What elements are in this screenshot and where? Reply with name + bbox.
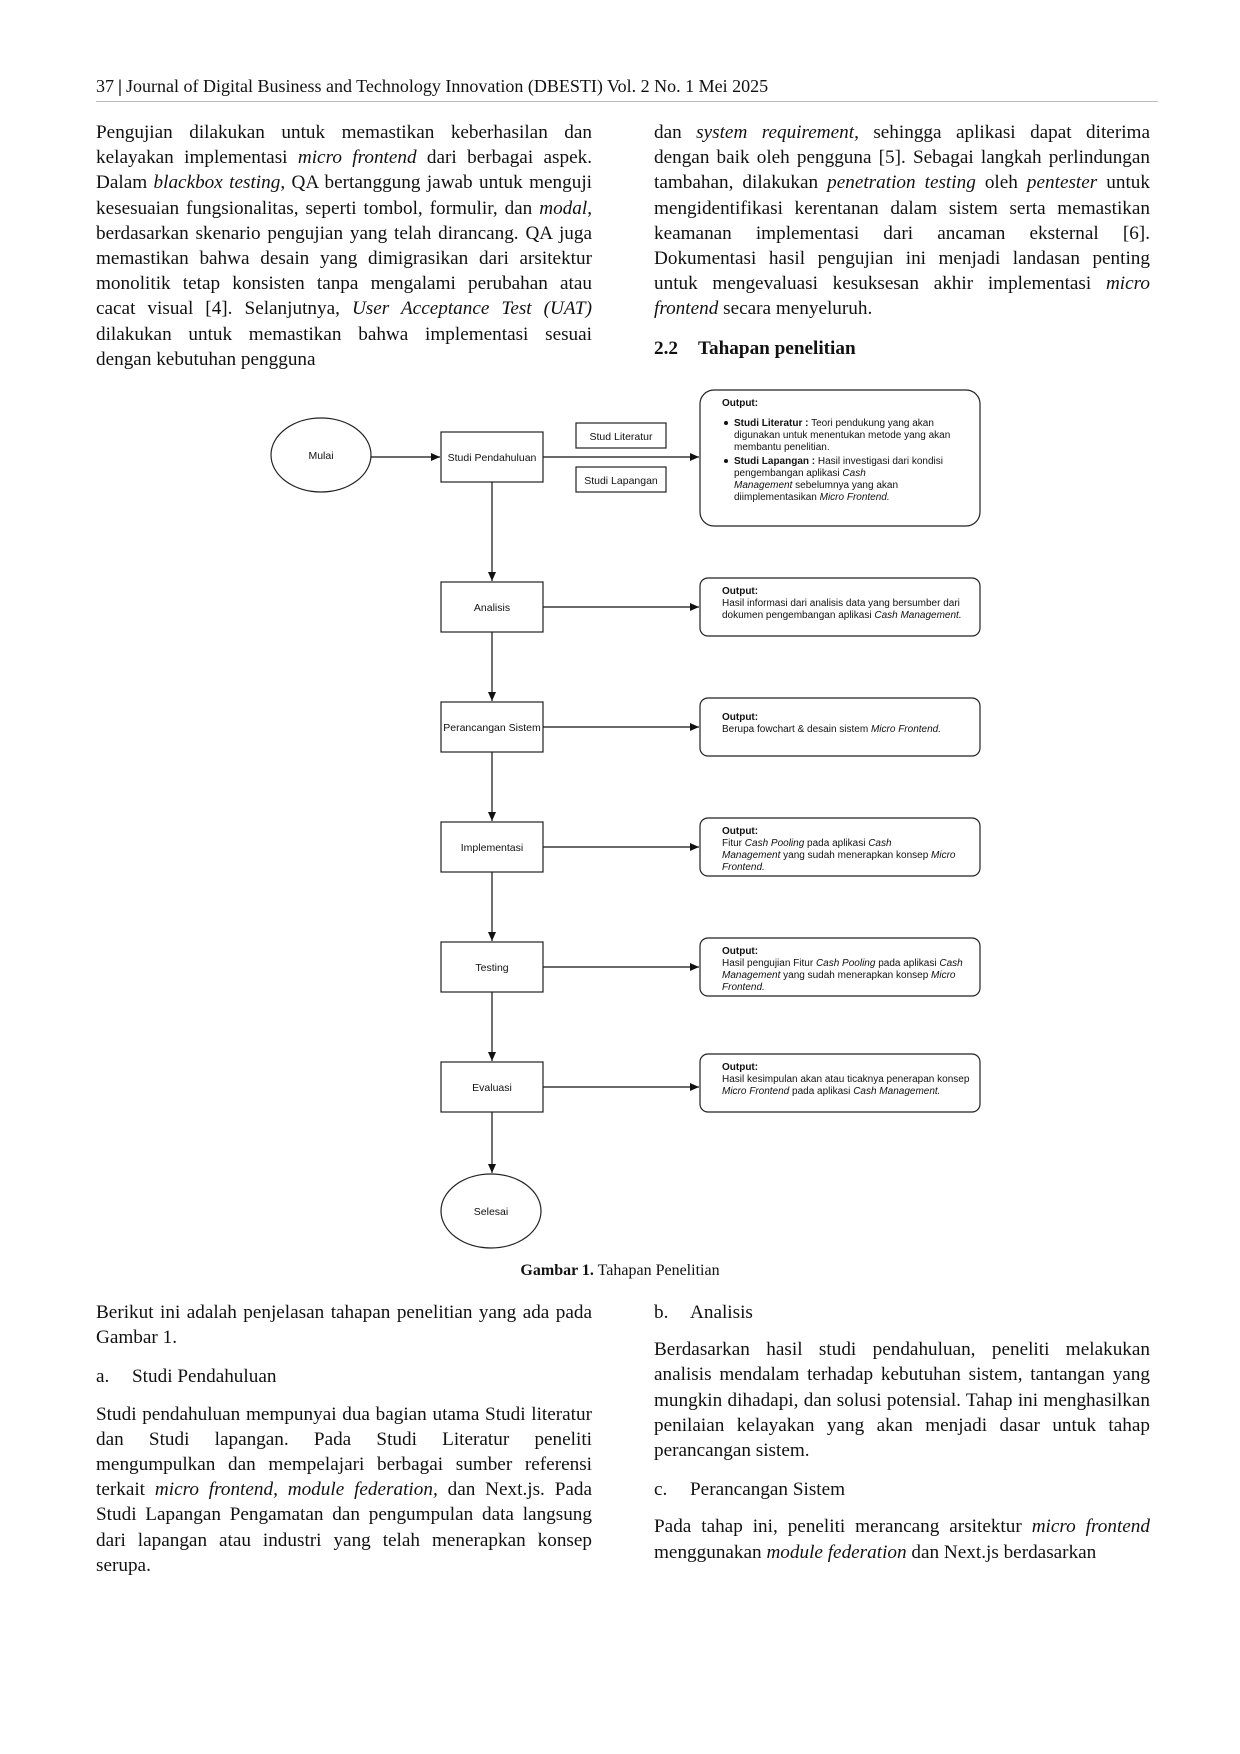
start-label: Mulai	[308, 450, 334, 462]
step-label: Evaluasi	[472, 1082, 512, 1094]
paragraph: Berikut ini adalah penjelasan tahapan penelitian yang ada pada Gambar 1.	[96, 1302, 592, 1349]
svg-text:Fitur Cash Pooling pada aplika: Fitur Cash Pooling pada aplikasi Cash	[722, 838, 892, 849]
page-header: 37 | Journal of Digital Business and Technology Innovation (DBESTI) Vol. 2 No. 1 Mei 2025	[96, 76, 1158, 102]
svg-text:Hasil kesimpulan akan atau tic: Hasil kesimpulan akan atau ticaknya penerapan konsep	[722, 1074, 970, 1085]
output-title: Output:	[722, 946, 759, 957]
bullet-icon	[724, 421, 728, 425]
list-item-heading: b. Analisis	[654, 1302, 753, 1323]
end-label: Selesai	[473, 1206, 509, 1218]
svg-text:Frontend.: Frontend.	[722, 862, 765, 873]
list-item-heading: c. Perancangan Sistem	[654, 1479, 846, 1501]
svg-text:Management sebelumnya yang aka: Management sebelumnya yang akan	[734, 480, 898, 491]
output-title: Output:	[722, 398, 759, 409]
journal-title: Journal of Digital Business and Technology Innovation (DBESTI) Vol. 2 No. 1 Mei 2025	[125, 76, 769, 96]
svg-text:Management yang sudah menerapk: Management yang sudah menerapkan konsep Micro	[722, 970, 956, 981]
svg-text:dokumen pengembangan aplikasi: dokumen pengembangan aplikasi Cash Management.	[722, 610, 962, 621]
svg-text:pengembangan aplikasi Cash: pengembangan aplikasi Cash	[734, 468, 866, 479]
paragraph: Pada tahap ini, peneliti merancang arsitektur micro frontend menggunakan module federation dan Next.js berdasarkan	[654, 1516, 1150, 1563]
paragraph: Berdasarkan hasil studi pendahuluan, peneliti melakukan analisis mendalam terhadap kebutuhan sistem, tantangan yang mungkin dihadapi, dan solusi potensial. Tahap ini menghasilkan penilaian kelayakan yang akan menjadi dasar untuk tahap perancangan sistem.	[654, 1339, 1150, 1462]
svg-text:digunakan untuk menentukan met: digunakan untuk menentukan metode yang akan	[734, 430, 951, 441]
paragraph: Pengujian dilakukan untuk memastikan keberhasilan dan kelayakan implementasi micro frontend dari berbagai aspek. Dalam blackbox testing, QA bertanggung jawab untuk menguji kesesuaian fungsionalitas, seperti tombol, formulir, dan modal, berdasarkan skenario pengujian yang telah dirancang. QA juga memastikan bahwa desain yang dimigrasikan dari arsitektur monolitik tetap konsisten tanpa mengalami perubahan atau cacat visual [4]. Selanjutnya, User Acceptance Test (UAT) dilakukan untuk memastikan bahwa implementasi sesuai dengan kebutuhan pengguna	[96, 122, 593, 370]
output-title: Output:	[722, 826, 759, 837]
svg-text:Management yang sudah menerapk: Management yang sudah menerapkan konsep Micro	[722, 850, 956, 861]
right-column-bottom	[654, 1300, 1150, 1579]
paragraph: dan system requirement, sehingga aplikasi dapat diterima dengan baik oleh pengguna [5]. Sebagai langkah perlindungan tambahan, dilakukan penetration testing oleh pentester untuk mengidentifikasi kerentanan dalam sistem serta memastikan keamanan implementasi dari ancaman eksternal [6]. Dokumentasi hasil pengujian ini menjadi landasan penting untuk mengevaluasi kesuksesan akhir implementasi micro frontend secara menyeluruh.	[654, 122, 1150, 320]
svg-text:Berupa fowchart & desain siste: Berupa fowchart & desain sistem Micro Frontend.	[722, 724, 941, 735]
step-label: Perancangan Sistem	[443, 722, 541, 734]
output-title: Output:	[722, 586, 759, 597]
svg-text:diimplementasikan Micro Fronte: diimplementasikan Micro Frontend.	[734, 492, 890, 503]
page-number: 37	[96, 76, 114, 96]
svg-text:membantu penelitian.: membantu penelitian.	[734, 442, 830, 453]
step-label: Implementasi	[460, 842, 524, 854]
output-title: Output:	[722, 712, 759, 723]
list-item-heading: a. Studi Pendahuluan	[96, 1366, 277, 1388]
step-label: Analisis	[473, 602, 511, 614]
svg-text:Frontend.: Frontend.	[722, 982, 765, 993]
side-label: Studi Lapangan	[584, 475, 658, 487]
svg-text:Hasil informasi dari analisis: Hasil informasi dari analisis data yang bersumber dari	[722, 598, 960, 609]
figure-caption: Gambar 1. Tahapan Penelitian	[520, 1262, 720, 1279]
step-label: Testing	[475, 962, 509, 974]
svg-text:Hasil pengujian Fitur Cash Poo: Hasil pengujian Fitur Cash Pooling pada aplikasi Cash	[722, 958, 963, 969]
svg-text:Studi Lapangan : Hasil investi: Studi Lapangan : Hasil investigasi dari kondisi	[734, 456, 943, 467]
left-column-bottom	[96, 1300, 592, 1592]
svg-text:Studi Literatur : Teori penduk: Studi Literatur : Teori pendukung yang akan	[734, 418, 934, 429]
section-heading: 2.2 Tahapan penelitian	[654, 337, 856, 359]
paragraph: Studi pendahuluan mempunyai dua bagian utama Studi literatur dan Studi lapangan. Pada Studi Literatur peneliti mengumpulkan dan mempelajari berbagai sumber referensi terkait micro frontend, module federation, dan Next.js. Pada Studi Lapangan Pengamatan dan pengumpulan data langsung dari lapangan atau industri yang telah menerapkan konsep serupa.	[96, 1403, 592, 1576]
side-label: Stud Literatur	[589, 431, 653, 443]
svg-text:Micro Frontend pada aplikasi C: Micro Frontend pada aplikasi Cash Management.	[722, 1086, 941, 1097]
output-title: Output:	[722, 1062, 759, 1073]
bullet-icon	[724, 459, 728, 463]
step-label: Studi Pendahuluan	[447, 452, 537, 464]
